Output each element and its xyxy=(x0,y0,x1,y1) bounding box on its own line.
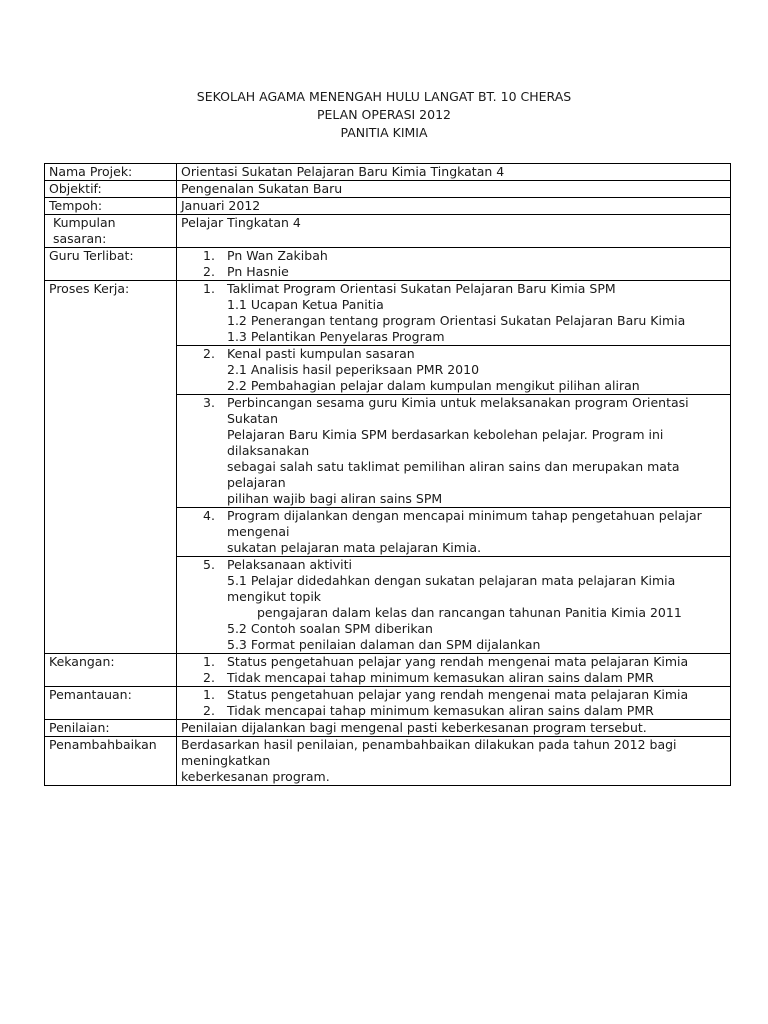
row-proses-4 xyxy=(45,508,731,557)
list-item xyxy=(181,654,726,670)
item-text: Program dijalankan dengan mencapai minimum tahap pengetahuan pelajar mengenai xyxy=(227,508,702,539)
project-table xyxy=(44,163,731,786)
value-guru xyxy=(177,248,731,281)
sub-item: 2.1 Analisis hasil peperiksaan PMR 2010 xyxy=(227,362,480,377)
list-item xyxy=(181,264,726,280)
item-number: 2. xyxy=(203,264,215,279)
item-number: 4. xyxy=(203,508,215,523)
proses-step-1 xyxy=(177,281,731,346)
sub-item: sebagai salah satu taklimat pemilihan aliran sains dan merupakan mata pelajaran xyxy=(227,459,680,490)
item-text: Pelaksanaan aktiviti xyxy=(227,557,352,572)
sub-item: 5.1 Pelajar didedahkan dengan sukatan pelajaran mata pelajaran Kimia mengikut topik xyxy=(227,573,676,604)
sub-item: 1.1 Ucapan Ketua Panitia xyxy=(227,297,384,312)
row-pemantauan xyxy=(45,687,731,720)
item-text: Status pengetahuan pelajar yang rendah mengenai mata pelajaran Kimia xyxy=(227,654,689,669)
label-nama-projek: Nama Projek: xyxy=(45,164,177,181)
row-tempoh xyxy=(45,198,731,215)
row-guru xyxy=(45,248,731,281)
row-proses-5 xyxy=(45,557,731,654)
label-penilaian: Penilaian: xyxy=(45,720,177,737)
document-header xyxy=(0,88,768,142)
sub-item: pilihan wajib bagi aliran sains SPM xyxy=(227,491,443,506)
label-empty xyxy=(45,557,177,654)
row-penambahbaikan xyxy=(45,737,731,786)
list-item xyxy=(181,248,726,264)
label-empty xyxy=(45,346,177,395)
row-nama-projek xyxy=(45,164,731,181)
sub-item: Pelajaran Baru Kimia SPM berdasarkan kebolehan pelajar. Program ini dilaksanakan xyxy=(227,427,664,458)
label-guru: Guru Terlibat: xyxy=(45,248,177,281)
item-text: Pn Wan Zakibah xyxy=(227,248,328,263)
label-pemantauan: Pemantauan: xyxy=(45,687,177,720)
list-item xyxy=(181,281,726,297)
item-number: 5. xyxy=(203,557,215,572)
value-pemantauan xyxy=(177,687,731,720)
plan-title: PELAN OPERASI 2012 xyxy=(317,107,451,122)
label-kekangan: Kekangan: xyxy=(45,654,177,687)
proses-step-3 xyxy=(177,395,731,508)
label-penambahbaikan: Penambahbaikan xyxy=(45,737,177,786)
item-text: Tidak mencapai tahap minimum kemasukan aliran sains dalam PMR xyxy=(227,703,654,718)
label-kumpulan: Kumpulan sasaran: xyxy=(45,215,177,248)
item-number: 1. xyxy=(203,281,215,296)
value-nama-projek: Orientasi Sukatan Pelajaran Baru Kimia Tingkatan 4 xyxy=(177,164,731,181)
row-proses-2 xyxy=(45,346,731,395)
list-item xyxy=(181,703,726,719)
value-objektif: Pengenalan Sukatan Baru xyxy=(177,181,731,198)
item-number: 3. xyxy=(203,395,215,410)
item-text: Perbincangan sesama guru Kimia untuk melaksanakan program Orientasi Sukatan xyxy=(227,395,689,426)
value-kumpulan: Pelajar Tingkatan 4 xyxy=(177,215,731,248)
item-text: Kenal pasti kumpulan sasaran xyxy=(227,346,415,361)
list-item xyxy=(181,557,726,573)
item-number: 1. xyxy=(203,248,215,263)
item-text: Tidak mencapai tahap minimum kemasukan aliran sains dalam PMR xyxy=(227,670,654,685)
proses-step-2 xyxy=(177,346,731,395)
row-proses-3 xyxy=(45,395,731,508)
value-penilaian: Penilaian dijalankan bagi mengenal pasti keberkesanan program tersebut. xyxy=(177,720,731,737)
sub-item: 1.2 Penerangan tentang program Orientasi Sukatan Pelajaran Baru Kimia xyxy=(227,313,686,328)
proses-step-5 xyxy=(177,557,731,654)
value-penambahbaikan xyxy=(177,737,731,786)
item-text: Pn Hasnie xyxy=(227,264,289,279)
item-number: 2. xyxy=(203,346,215,361)
value-tempoh: Januari 2012 xyxy=(177,198,731,215)
row-proses-1 xyxy=(45,281,731,346)
school-name: SEKOLAH AGAMA MENENGAH HULU LANGAT BT. 10 CHERAS xyxy=(196,89,572,104)
committee-name: PANITIA KIMIA xyxy=(340,125,428,140)
proses-step-4 xyxy=(177,508,731,557)
row-kekangan xyxy=(45,654,731,687)
item-text: Status pengetahuan pelajar yang rendah mengenai mata pelajaran Kimia xyxy=(227,687,689,702)
list-item xyxy=(181,687,726,703)
list-item xyxy=(181,670,726,686)
list-item xyxy=(181,346,726,362)
row-kumpulan xyxy=(45,215,731,248)
item-number: 2. xyxy=(203,703,215,718)
label-proses: Proses Kerja: xyxy=(45,281,177,346)
item-number: 2. xyxy=(203,670,215,685)
sub-item: sukatan pelajaran mata pelajaran Kimia. xyxy=(227,540,482,555)
list-item xyxy=(181,508,726,540)
label-empty xyxy=(45,508,177,557)
item-number: 1. xyxy=(203,687,215,702)
text-line: keberkesanan program. xyxy=(181,769,330,784)
sub-item: pengajaran dalam kelas dan rancangan tahunan Panitia Kimia 2011 xyxy=(257,605,682,620)
sub-item: 1.3 Pelantikan Penyelaras Program xyxy=(227,329,445,344)
row-penilaian xyxy=(45,720,731,737)
label-tempoh: Tempoh: xyxy=(45,198,177,215)
item-text: Taklimat Program Orientasi Sukatan Pelajaran Baru Kimia SPM xyxy=(227,281,616,296)
row-objektif xyxy=(45,181,731,198)
text-line: Berdasarkan hasil penilaian, penambahbaikan dilakukan pada tahun 2012 bagi meningkatkan xyxy=(181,737,677,768)
sub-item: 5.3 Format penilaian dalaman dan SPM dijalankan xyxy=(227,637,541,652)
label-empty xyxy=(45,395,177,508)
label-objektif: Objektif: xyxy=(45,181,177,198)
value-kekangan xyxy=(177,654,731,687)
sub-item: 5.2 Contoh soalan SPM diberikan xyxy=(227,621,433,636)
item-number: 1. xyxy=(203,654,215,669)
sub-item: 2.2 Pembahagian pelajar dalam kumpulan mengikut pilihan aliran xyxy=(227,378,640,393)
list-item xyxy=(181,395,726,427)
